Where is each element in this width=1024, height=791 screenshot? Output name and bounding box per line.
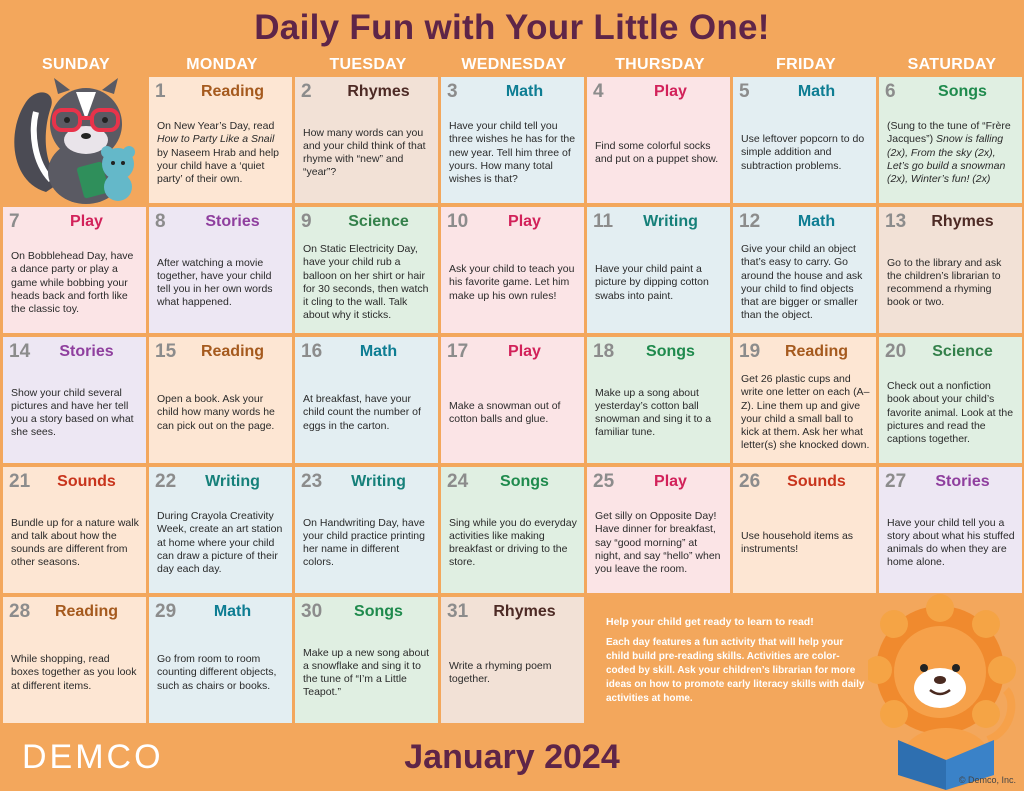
skill-label: Stories [935, 473, 990, 490]
activity-text: Make up a new song about a snowflake and sing it to the tune of “I’m a Little Teapot.” [303, 646, 430, 699]
skill-label: Play [70, 213, 103, 230]
day-cell-26 [733, 467, 876, 593]
activity-text: After watching a movie together, have your child tell you in her own words what happened. [157, 256, 273, 309]
activity-text: Use household items as instruments! [741, 529, 854, 555]
copyright: © Demco, Inc. [958, 775, 1016, 785]
skill-label: Math [359, 343, 398, 360]
info-body: Each day features a fun activity that will help your child build pre-reading skills. Activities are color-coded by skill. Ask your children’s librarian for more ideas on how to promote early literacy skills with daily activities at home. [606, 637, 865, 704]
day-number: 5 [739, 81, 750, 102]
day-cell-22 [149, 467, 292, 593]
activity-text: Have your child tell you a story about what his stuffed animals do when they are home alone. [887, 516, 1015, 569]
skill-label: Rhymes [347, 83, 410, 100]
day-number: 31 [447, 601, 469, 622]
day-number: 4 [593, 81, 604, 102]
skill-label: Play [654, 83, 687, 100]
skill-label: Play [508, 213, 541, 230]
day-cell-30 [295, 597, 438, 723]
info-box [606, 616, 868, 706]
skill-label: Rhymes [493, 603, 556, 620]
activity-text: During Crayola Creativity Week, create an art station at home where your child can draw a picture of their day each day. [157, 510, 283, 576]
day-number: 26 [739, 471, 761, 492]
activity-text: On Bobblehead Day, have a dance party or play a game while bobbing your heads back and forth like the classic toy. [11, 250, 134, 316]
day-number: 1 [155, 81, 166, 102]
activity-text: Give your child an object that’s easy to carry. Go around the house and ask your child to find objects that are bigger or smaller than the object. [741, 243, 863, 322]
day-number: 20 [885, 341, 907, 362]
skill-label: Sounds [787, 473, 846, 490]
skill-label: Stories [59, 343, 114, 360]
activity-text: Use leftover popcorn to do simple addition and subtraction problems. [741, 133, 865, 172]
day-number: 9 [301, 211, 312, 232]
day-number: 18 [593, 341, 615, 362]
activity-text: On Static Electricity Day, have your child rub a balloon on her shirt or hair for 30 seconds, then watch it cling to the wall. Talk about why it sticks. [303, 243, 429, 322]
month-title: January 2024 [404, 738, 620, 776]
day-cell-31 [441, 597, 584, 723]
day-number: 6 [885, 81, 896, 102]
day-number: 2 [301, 81, 312, 102]
day-number: 3 [447, 81, 458, 102]
day-number: 15 [155, 341, 177, 362]
day-cell-28 [3, 597, 146, 723]
skill-label: Sounds [57, 473, 116, 490]
skill-label: Math [213, 603, 252, 620]
day-number: 7 [9, 211, 20, 232]
day-cell-16 [295, 337, 438, 463]
day-number: 8 [155, 211, 166, 232]
day-number: 17 [447, 341, 469, 362]
activity-text: Write a rhyming poem together. [449, 659, 552, 685]
day-number: 19 [739, 341, 761, 362]
day-number: 13 [885, 211, 907, 232]
activity-text: How many words can you and your child think of that rhyme with “new” and “year”? [303, 126, 426, 179]
day-cell-15 [149, 337, 292, 463]
skill-label: Stories [205, 213, 260, 230]
day-number: 28 [9, 601, 31, 622]
activity-text: Have your child paint a picture by dipping cotton swabs into paint. [595, 263, 709, 302]
skill-label: Songs [354, 603, 403, 620]
skill-label: Writing [643, 213, 698, 230]
weekday-tuesday: TUESDAY [329, 56, 407, 73]
day-cell-2 [295, 77, 438, 203]
weekday-saturday: SATURDAY [907, 56, 997, 73]
day-cell-11 [587, 207, 730, 333]
activity-text: Have your child tell you three wishes he has for the new year. Tell him three of yours. How many total wishes is that? [449, 120, 576, 186]
day-number: 14 [9, 341, 31, 362]
day-number: 25 [593, 471, 615, 492]
activity-text: While shopping, read boxes together as you look at different items. [11, 653, 137, 692]
day-cell-25 [587, 467, 730, 593]
activity-text: Go from room to room counting different objects, such as chairs or books. [157, 653, 277, 692]
activity-text: (Sung to the tune of “Frère Jacques”) Snow is falling (2x), From the sky (2x), Let’s go build a snowman (2x), Winter’s fun! (2x) [887, 120, 1011, 186]
day-cell-1 [149, 77, 292, 203]
day-cell-14 [3, 337, 146, 463]
skill-label: Math [505, 83, 544, 100]
info-title: Help your child get ready to learn to read! [606, 616, 814, 628]
skill-label: Rhymes [931, 213, 994, 230]
skill-label: Writing [351, 473, 406, 490]
weekday-wednesday: WEDNESDAY [461, 56, 567, 73]
activity-text: Bundle up for a nature walk and talk about how the sounds are different from other seasons. [11, 516, 139, 569]
activity-text: Ask your child to teach you his favorite game. Let him make up his own rules! [449, 263, 575, 302]
skill-label: Math [797, 213, 836, 230]
activity-text: Check out a nonfiction book about your child’s favorite animal. Look at the pictures and read the captions together. [887, 380, 1014, 446]
day-cell-6 [879, 77, 1022, 203]
day-cell-13 [879, 207, 1022, 333]
activity-text: On New Year’s Day, read How to Party Like a Snail by Naseem Hrab and help your child have a ‘quiet party’ of their own. [157, 120, 279, 186]
activity-text: Show your child several pictures and have her tell you a story based on what she sees. [11, 386, 134, 439]
day-cell-24 [441, 467, 584, 593]
day-cell-7 [3, 207, 146, 333]
skill-label: Science [932, 343, 993, 360]
skill-label: Writing [205, 473, 260, 490]
activity-text: Get silly on Opposite Day! Have dinner for breakfast, say “good morning” at night, and say “hello” when you leave the room. [595, 510, 721, 576]
activity-text: On Handwriting Day, have your child practice printing her name in different colors. [303, 516, 425, 569]
activity-text: Make a snowman out of cotton balls and glue. [449, 399, 561, 425]
skill-label: Reading [200, 343, 265, 360]
skill-label: Math [797, 83, 836, 100]
day-cell-10 [441, 207, 584, 333]
demco-logo: DEMCO [22, 738, 164, 776]
skill-label: Reading [200, 83, 265, 100]
skill-label: Songs [646, 343, 695, 360]
day-cell-8 [149, 207, 292, 333]
activity-text: Sing while you do everyday activities like making breakfast or driving to the store. [449, 516, 577, 569]
activity-text: Find some colorful socks and put on a puppet show. [595, 139, 719, 165]
day-number: 16 [301, 341, 323, 362]
day-number: 22 [155, 471, 177, 492]
activity-text: Go to the library and ask the children’s librarian to recommend a rhyming book or two. [887, 256, 1002, 309]
weekday-monday: MONDAY [186, 56, 258, 73]
skunk-illustration [6, 72, 146, 206]
day-cell-20 [879, 337, 1022, 463]
day-cell-29 [149, 597, 292, 723]
day-number: 24 [447, 471, 469, 492]
day-number: 21 [9, 471, 31, 492]
day-number: 12 [739, 211, 761, 232]
day-cell-4 [587, 77, 730, 203]
day-number: 11 [593, 211, 614, 232]
activity-text: Open a book. Ask your child how many words he can pick out on the page. [157, 393, 275, 432]
day-cell-23 [295, 467, 438, 593]
page-title: Daily Fun with Your Little One! [254, 8, 770, 47]
skill-label: Songs [938, 83, 987, 100]
day-cell-27 [879, 467, 1022, 593]
skill-label: Reading [784, 343, 849, 360]
day-cell-21 [3, 467, 146, 593]
day-number: 27 [885, 471, 907, 492]
activity-text: At breakfast, have your child count the number of eggs in the carton. [303, 393, 421, 432]
skill-label: Science [348, 213, 409, 230]
weekday-friday: FRIDAY [776, 56, 836, 73]
day-number: 10 [447, 211, 469, 232]
skill-label: Play [654, 473, 687, 490]
day-cell-18 [587, 337, 730, 463]
day-cell-5 [733, 77, 876, 203]
day-cell-9 [295, 207, 438, 333]
day-number: 30 [301, 601, 323, 622]
day-cell-17 [441, 337, 584, 463]
weekday-thursday: THURSDAY [615, 56, 705, 73]
skill-label: Songs [500, 473, 549, 490]
day-cell-12 [733, 207, 876, 333]
activity-text: Get 26 plastic cups and write one letter on each (A–Z). Line them up and give your child a small ball to kick at them. Ask her what letter(s) she knocked down. [741, 373, 870, 452]
day-cell-19 [733, 337, 876, 463]
skill-label: Reading [54, 603, 119, 620]
weekday-sunday: SUNDAY [42, 56, 110, 73]
skill-label: Play [508, 343, 541, 360]
day-cell-3 [441, 77, 584, 203]
activity-text: Make up a song about yesterday’s cotton ball snowman and sing it to a familiar tune. [595, 386, 712, 439]
day-number: 29 [155, 601, 177, 622]
day-number: 23 [301, 471, 323, 492]
